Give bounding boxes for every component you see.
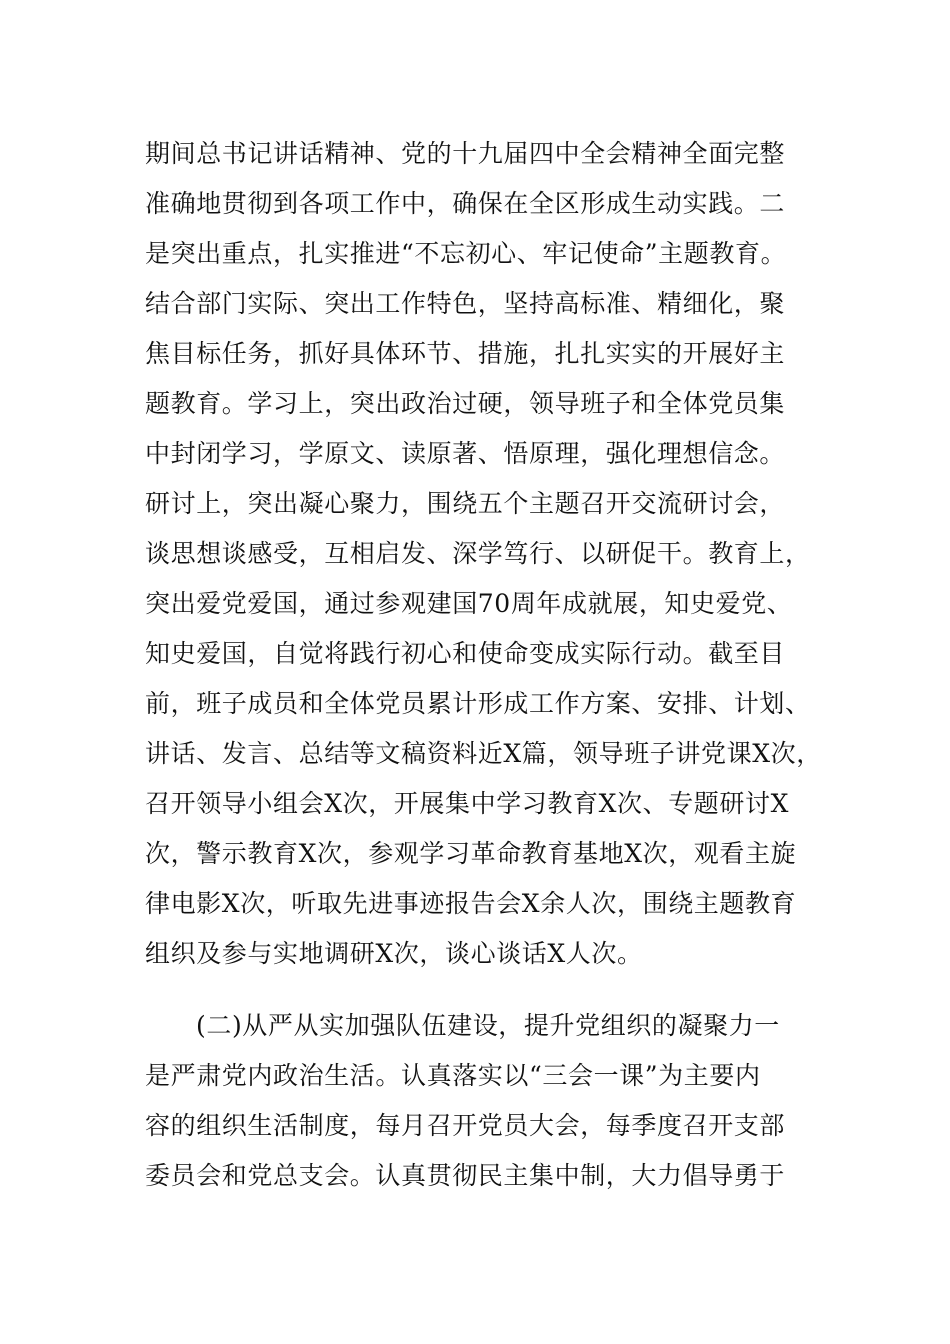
text-line: 容的组织生活制度，每月召开党员大会，每季度召开支部: [145, 1111, 786, 1140]
text-line: 委员会和党总支会。认真贯彻民主集中制，大力倡导勇于: [145, 1161, 786, 1190]
text-line: 律电影X次，听取先进事迹报告会X余人次，围绕主题教育: [145, 889, 797, 918]
text-line: 前，班子成员和全体党员累计形成工作方案、安排、计划、: [145, 689, 811, 718]
text-line: 焦目标任务，抓好具体环节、措施，扎扎实实的开展好主: [145, 339, 786, 368]
text-line: 期间总书记讲话精神、党的十九届四中全会精神全面完整: [145, 139, 786, 168]
text-line: 知史爱国，自觉将践行初心和使命变成实际行动。截至目: [145, 639, 786, 668]
text-line: 结合部门实际、突出工作特色，坚持高标准、精细化，聚: [145, 289, 786, 318]
text-line: 讲话、发言、总结等文稿资料近X篇，领导班子讲党课X次，: [145, 739, 822, 768]
text-line: 召开领导小组会X次，开展集中学习教育X次、专题研讨X: [145, 789, 789, 818]
text-line: (二)从严从实加强队伍建设，提升党组织的凝聚力一: [196, 1011, 780, 1040]
text-line: 突出爱党爱国，通过参观建国70周年成就展，知史爱党、: [145, 589, 793, 618]
text-line: 谈思想谈感受，互相启发、深学笃行、以研促干。教育上，: [145, 539, 811, 568]
text-line: 组织及参与实地调研X次，谈心谈话X人次。: [145, 939, 643, 968]
text-line: 中封闭学习，学原文、读原著、悟原理，强化理想信念。: [145, 439, 786, 468]
text-line: 研讨上，突出凝心聚力，围绕五个主题召开交流研讨会，: [145, 489, 786, 518]
text-line: 题教育。学习上，突出政治过硬，领导班子和全体党员集: [145, 389, 786, 418]
text-line: 次，警示教育X次，参观学习革命教育基地X次，观看主旋: [145, 839, 797, 868]
text-line: 是突出重点，扎实推进“不忘初心、牢记使命”主题教育。: [145, 239, 787, 268]
text-line: 是严肃党内政治生活。认真落实以“三会一课”为主要内: [145, 1061, 761, 1090]
text-line: 准确地贯彻到各项工作中，确保在全区形成生动实践。二: [145, 189, 786, 218]
